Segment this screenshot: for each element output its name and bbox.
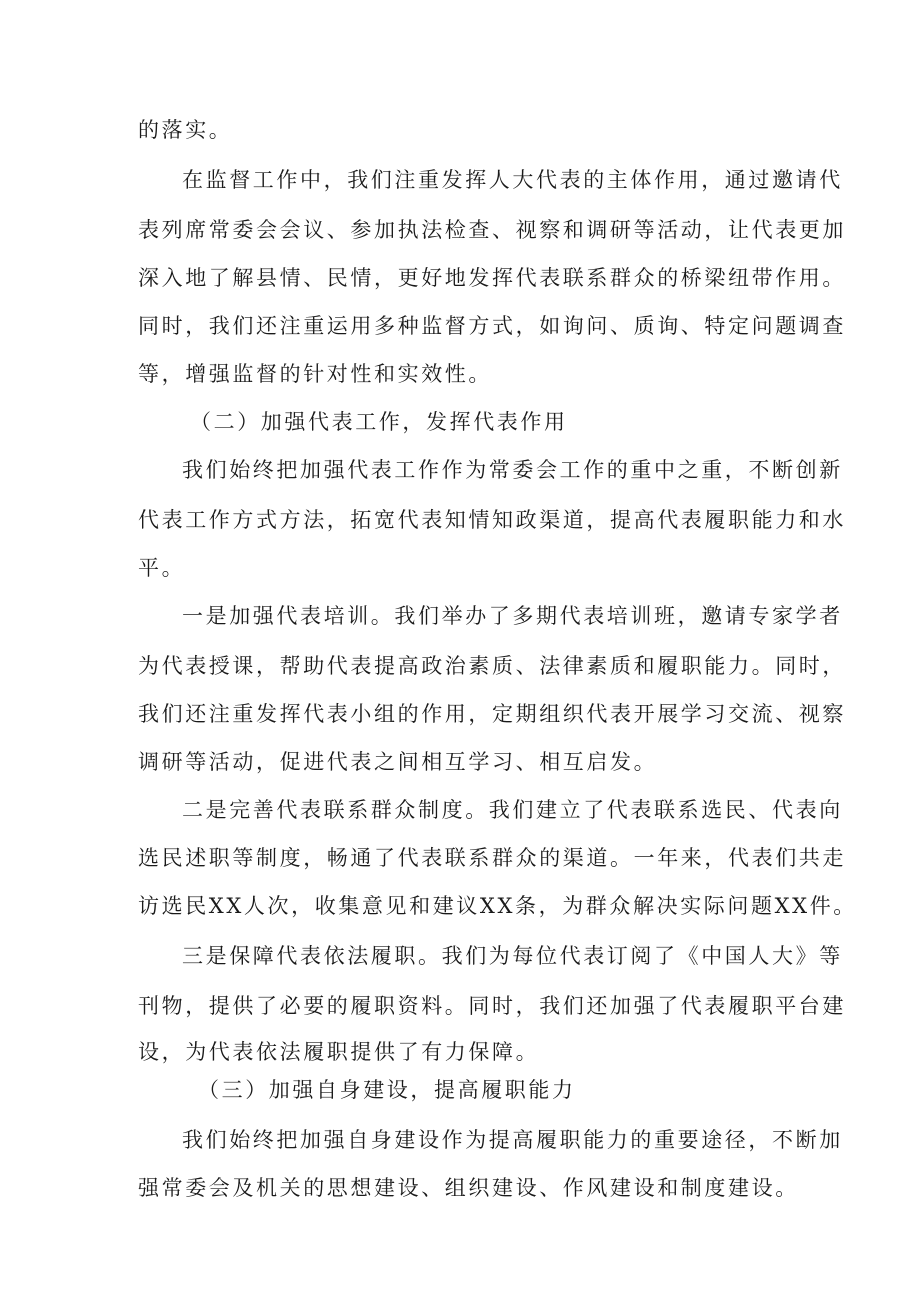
text-line: 的落实。 <box>138 118 233 142</box>
paragraph-first-line: 二是完善代表联系群众制度。我们建立了代表联系选民、代表向 <box>182 798 843 822</box>
section-heading: （三）加强自身建设，提高履职能力 <box>198 1078 576 1102</box>
text-line: 强常委会及机关的思想建设、组织建设、作风建设和制度建设。 <box>138 1176 799 1200</box>
text-line: 调研等活动，促进代表之间相互学习、相互启发。 <box>138 750 658 774</box>
text-line: 同时，我们还注重运用多种监督方式，如询问、质询、特定问题调查 <box>138 314 846 338</box>
paragraph-first-line: 在监督工作中，我们注重发挥人大代表的主体作用，通过邀请代 <box>182 168 843 192</box>
paragraph-first-line: 我们始终把加强自身建设作为提高履职能力的重要途径，不断加 <box>182 1128 843 1152</box>
text-line: 深入地了解县情、民情，更好地发挥代表联系群众的桥梁纽带作用。 <box>138 266 846 290</box>
text-line: 代表工作方式方法，拓宽代表知情知政渠道，提高代表履职能力和水 <box>138 508 846 532</box>
paragraph-first-line: 我们始终把加强代表工作作为常委会工作的重中之重，不断创新 <box>182 458 843 482</box>
text-line: 访选民XX人次，收集意见和建议XX条，为群众解决实际问题XX件。 <box>138 894 857 918</box>
paragraph-first-line: 一是加强代表培训。我们举办了多期代表培训班，邀请专家学者 <box>182 604 843 628</box>
text-line: 我们还注重发挥代表小组的作用，定期组织代表开展学习交流、视察 <box>138 702 846 726</box>
text-line: 刊物，提供了必要的履职资料。同时，我们还加强了代表履职平台建 <box>138 994 846 1018</box>
text-line: 等，增强监督的针对性和实效性。 <box>138 362 492 386</box>
section-heading: （二）加强代表工作，发挥代表作用 <box>190 410 568 434</box>
text-line: 平。 <box>138 556 186 580</box>
text-line: 设，为代表依法履职提供了有力保障。 <box>138 1040 540 1064</box>
text-line: 表列席常委会会议、参加执法检查、视察和调研等活动，让代表更加 <box>138 218 846 242</box>
paragraph-first-line: 三是保障代表依法履职。我们为每位代表订阅了《中国人大》等 <box>182 944 843 968</box>
text-line: 为代表授课，帮助代表提高政治素质、法律素质和履职能力。同时， <box>138 654 846 678</box>
text-line: 选民述职等制度，畅通了代表联系群众的渠道。一年来，代表们共走 <box>138 846 846 870</box>
